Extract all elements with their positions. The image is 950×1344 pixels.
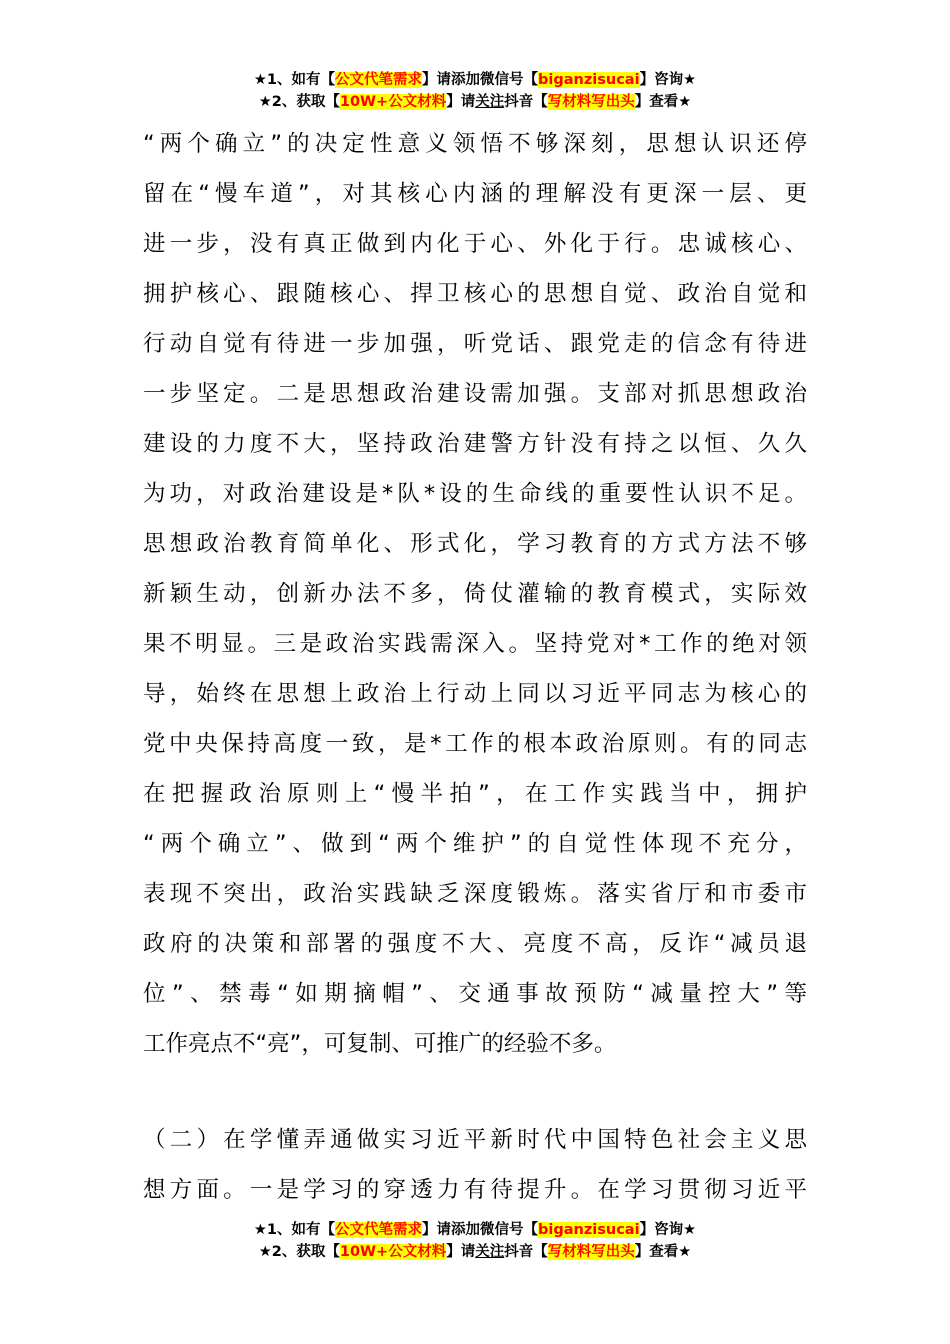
banner-text: ★1、如有【 (253, 1222, 336, 1238)
body-paragraph-1 (143, 119, 807, 1069)
banner-line-1 (0, 1219, 950, 1241)
text-line: 果不明显。三是政治实践需深入。坚持党对*工作的绝对领 (143, 631, 807, 657)
highlight-service: 公文代笔需求 (335, 72, 423, 88)
highlight-wechat-id: biganzisucai (538, 1222, 640, 1238)
banner-text: 加 (465, 1222, 481, 1238)
text-line: 建设的力度不大，坚持政治建警方针没有持之以恒、久久 (143, 431, 807, 457)
banner-text: 】咨询★ (639, 72, 697, 88)
text-line: 进一步，没有真正做到内化于心、外化于行。忠诚核心、 (143, 231, 807, 257)
text-line: 新颖生动，创新办法不多，倚仗灌输的教育模式，实际效 (143, 581, 807, 607)
banner-text: 】请添 (422, 1222, 466, 1238)
text-line: 留在“慢车道”，对其核心内涵的理解没有更深一层、更 (143, 181, 807, 207)
text-line: 在把握政治原则上“慢半拍”，在工作实践当中，拥护 (143, 781, 807, 807)
text-line: “两个确立”的决定性意义领悟不够深刻，思想认识还停 (143, 131, 807, 157)
text-line: 为功，对政治建设是*队*设的生命线的重要性认识不足。 (143, 481, 807, 507)
banner-text: 关注 (475, 1244, 505, 1260)
highlight-douyin-account: 写材料写出头 (547, 1244, 635, 1260)
text-line: 导，始终在思想上政治上行动上同以习近平同志为核心的 (143, 681, 807, 707)
banner-text: 加 (465, 72, 481, 88)
text-line: 表现不突出，政治实践缺乏深度锻炼。落实省厅和市委市 (143, 881, 807, 907)
highlight-materials: 10W+公文材料 (339, 94, 447, 110)
banner-line-1 (0, 69, 950, 91)
banner-line-2 (0, 91, 950, 113)
text-line: 位”、禁毒“如期摘帽”、交通事故预防“减量控大”等 (143, 981, 807, 1007)
text-line: 行动自觉有待进一步加强，听党话、跟党走的信念有待进 (143, 331, 807, 357)
text-line: 一步坚定。二是思想政治建设需加强。支部对抓思想政治 (143, 381, 807, 407)
text-line: 思想政治教育简单化、形式化，学习教育的方式方法不够 (143, 531, 807, 557)
banner-text: 】查看★ (634, 1244, 692, 1260)
banner-text: 】咨询★ (639, 1222, 697, 1238)
footer-banner (0, 1219, 950, 1263)
header-banner (0, 69, 950, 113)
banner-text: 】查看★ (634, 94, 692, 110)
text-line: 拥护核心、跟随核心、捍卫核心的思想自觉、政治自觉和 (143, 281, 807, 307)
highlight-materials: 10W+公文材料 (339, 1244, 447, 1260)
banner-text: 】请 (446, 94, 476, 110)
text-line: 工作亮点不“亮”，可复制、可推广的经验不多。 (143, 1031, 617, 1057)
banner-text: 】请添 (422, 72, 466, 88)
banner-text: ★2、获取【 (258, 1244, 340, 1260)
banner-text: 】请 (446, 1244, 476, 1260)
text-line: “两个确立”、做到“两个维护”的自觉性体现不充分， (143, 831, 807, 857)
banner-text: ★2、获取【 (258, 94, 340, 110)
banner-text: 关注 (475, 94, 505, 110)
banner-text: 微信号【 (480, 1222, 539, 1238)
text-line: 党中央保持高度一致，是*工作的根本政治原则。有的同志 (143, 731, 807, 757)
banner-line-2 (0, 1241, 950, 1263)
highlight-douyin-account: 写材料写出头 (547, 94, 635, 110)
banner-text: 抖音【 (504, 94, 548, 110)
highlight-wechat-id: biganzisucai (538, 72, 640, 88)
text-line: 政府的决策和部署的强度不大、亮度不高，反诈“减员退 (143, 931, 807, 957)
banner-text: ★1、如有【 (253, 72, 336, 88)
text-line: 想方面。一是学习的穿透力有待提升。在学习贯彻习近平 (143, 1177, 807, 1203)
banner-text: 微信号【 (480, 72, 539, 88)
banner-text: 抖音【 (504, 1244, 548, 1260)
highlight-service: 公文代笔需求 (335, 1222, 423, 1238)
body-paragraph-2 (143, 1115, 807, 1215)
section-heading-line: （二）在学懂弄通做实习近平新时代中国特色社会主义思 (143, 1127, 807, 1153)
